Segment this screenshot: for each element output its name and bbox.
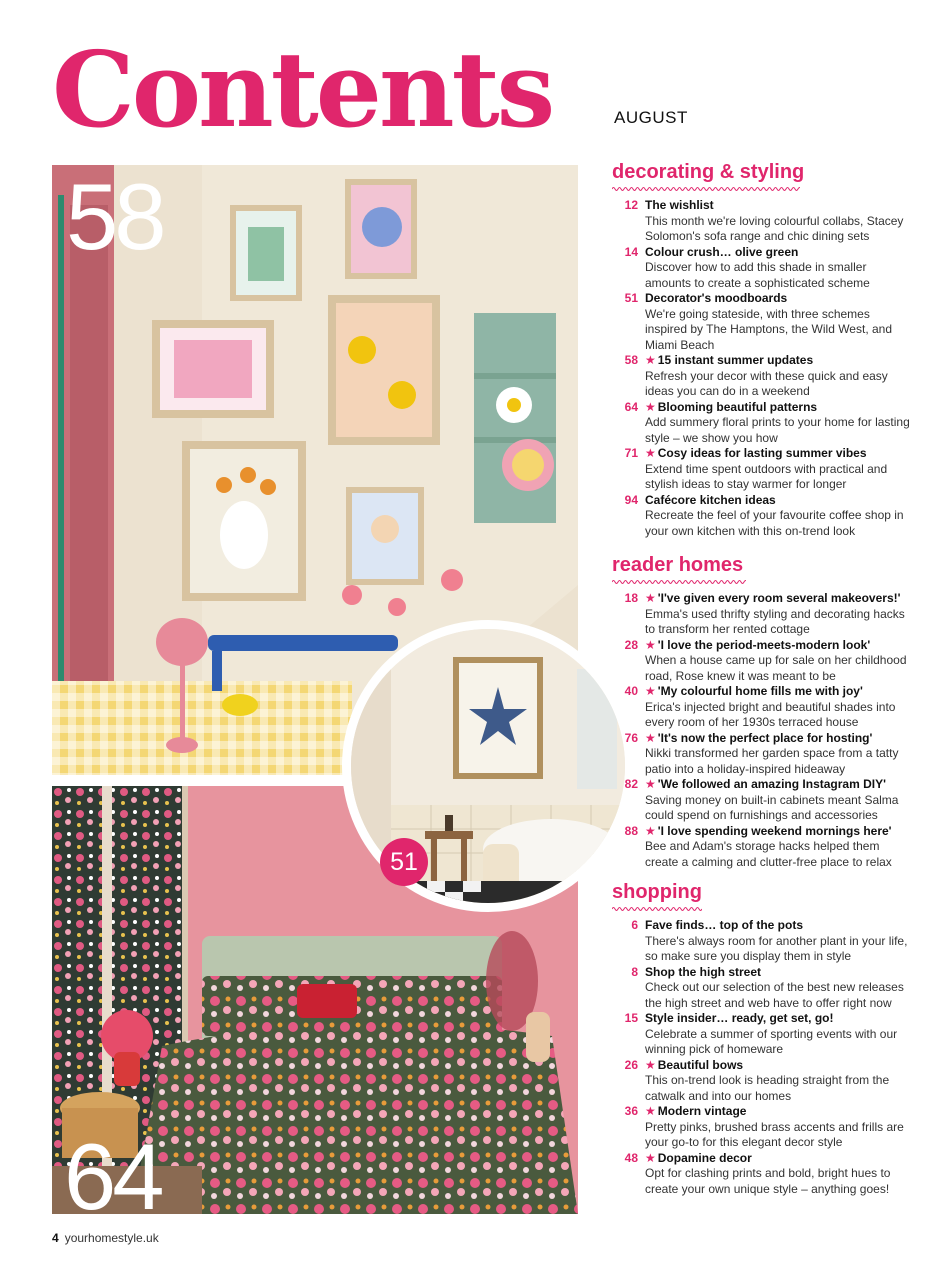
- toc-entry[interactable]: [612, 1104, 912, 1151]
- toc-entry-description: Erica's injected bright and beautiful shades into every room of her 1930s terraced house: [645, 699, 896, 729]
- toc-entry-page: 58: [624, 353, 638, 367]
- toc-entry-description: Add summery floral prints to your home for lasting style – we show you how: [645, 415, 910, 445]
- star-icon: ★: [645, 1104, 656, 1118]
- toc-entry-description: Extend time spent outdoors with practical and stylish ideas to stay warmer for longer: [645, 461, 888, 491]
- toc-entry-page: 6: [631, 918, 638, 932]
- toc-entry-title: 'I've given every room several makeovers!': [657, 591, 901, 605]
- star-icon: ★: [645, 637, 656, 652]
- toc-entry-page: 18: [624, 591, 638, 605]
- toc-entry-title: 'My colourful home fills me with joy': [657, 684, 863, 698]
- toc-entry-title: Decorator's moodboards: [645, 291, 788, 305]
- toc-entry-page: 8: [631, 964, 638, 979]
- toc-entry[interactable]: [612, 291, 912, 353]
- star-icon: ★: [645, 399, 656, 414]
- toc-entry-title: 'It's now the perfect place for hosting': [657, 730, 873, 745]
- toc-entry-description: Recreate the feel of your favourite coffee shop in your own kitchen with this on-trend look: [645, 508, 904, 538]
- toc-entry-page: 28: [624, 637, 638, 652]
- toc-entry[interactable]: [612, 638, 912, 685]
- toc-entry[interactable]: [612, 493, 912, 540]
- toc-entry-description: This month we're loving colourful collabs, Stacey Solomon's sofa range and chic dining sets: [645, 213, 904, 243]
- toc-entry[interactable]: [612, 918, 912, 965]
- star-icon: ★: [645, 353, 656, 367]
- toc-entry-description: Nikki transformed her garden space from a tatty patio into a holiday-inspired hideaway: [645, 746, 899, 776]
- wavy-underline: [612, 579, 746, 585]
- toc-entry[interactable]: [612, 777, 912, 824]
- section-reader-homes: [612, 553, 912, 870]
- issue-month: AUGUST: [614, 108, 688, 127]
- star-icon: ★: [645, 446, 656, 460]
- photo-page-number-bottom: 64: [64, 1124, 161, 1229]
- toc-entry-description: Refresh your decor with these quick and easy ideas you can do in a weekend: [645, 368, 888, 398]
- toc-entry-description: Saving money on built-in cabinets meant Salma could spend on furnishings and accessories: [645, 792, 899, 822]
- section-heading: shopping: [612, 881, 702, 903]
- toc-entry[interactable]: [612, 824, 912, 871]
- section-heading: decorating & styling: [612, 161, 805, 183]
- toc-entry-title: Beautiful bows: [657, 1057, 744, 1072]
- toc-entry-page: 36: [624, 1104, 638, 1118]
- wavy-underline: [612, 906, 702, 912]
- toc-entry-description: Discover how to add this shade in smaller amounts to create a sophisticated scheme: [645, 260, 870, 290]
- toc-entry-page: 14: [624, 244, 638, 259]
- toc-entry[interactable]: [612, 965, 912, 1012]
- toc-entry-description: Check out our selection of the best new releases the high street and web have to offer right now: [645, 980, 904, 1010]
- toc-entry-description: Emma's used thrifty styling and decorating hacks to transform her rented cottage: [645, 606, 905, 636]
- toc-entry-page: 48: [624, 1150, 638, 1165]
- star-icon: ★: [645, 591, 656, 605]
- toc-entry-description: There's always room for another plant in your life, so make sure you display them in style: [645, 933, 908, 963]
- toc-entry-description: This on-trend look is heading straight from the catwalk and into our homes: [645, 1073, 890, 1103]
- toc-entry[interactable]: [612, 731, 912, 778]
- toc-entry[interactable]: [612, 245, 912, 292]
- toc-entry[interactable]: [612, 1058, 912, 1105]
- star-icon: ★: [645, 777, 656, 791]
- page-title: Contents: [52, 28, 553, 151]
- footer-page-number: 4: [52, 1231, 59, 1245]
- section-heading: reader homes: [612, 554, 744, 576]
- toc-entry-title: Colour crush… olive green: [645, 244, 799, 259]
- star-icon: ★: [645, 1057, 656, 1072]
- section-decorating-styling: [612, 160, 912, 539]
- photo-page-number-badge: 51: [380, 838, 428, 886]
- toc-entry-title: Fave finds… top of the pots: [645, 918, 803, 932]
- star-icon: ★: [645, 823, 656, 838]
- toc-entry-page: 40: [624, 684, 638, 698]
- photo-page-number-top: 58: [66, 164, 163, 269]
- toc-entry[interactable]: [612, 198, 912, 245]
- toc-entry-description: Bee and Adam's storage hacks helped them create a calming and clutter-free place to relax: [645, 839, 892, 869]
- toc-entry[interactable]: [612, 1151, 912, 1198]
- toc-entry-page: 88: [624, 823, 638, 838]
- section-shopping: [612, 880, 912, 1197]
- toc-entry-description: When a house came up for sale on her childhood road, Rose knew it was meant to be: [645, 653, 907, 683]
- toc-entry-page: 26: [624, 1057, 638, 1072]
- wavy-underline: [612, 186, 800, 192]
- toc-entry[interactable]: [612, 446, 912, 493]
- toc-entry-title: Blooming beautiful patterns: [657, 399, 818, 414]
- star-icon: ★: [645, 730, 656, 745]
- toc-entry-page: 12: [624, 198, 638, 212]
- toc-entry-title: 15 instant summer updates: [657, 353, 814, 367]
- page-footer: [52, 1231, 159, 1245]
- toc-entry-title: Modern vintage: [657, 1104, 747, 1118]
- toc-entry-title: The wishlist: [645, 198, 714, 212]
- toc-entry-page: 71: [624, 446, 638, 460]
- toc-entry[interactable]: [612, 1011, 912, 1058]
- toc-entry[interactable]: [612, 400, 912, 447]
- toc-entry[interactable]: [612, 591, 912, 638]
- toc-entry-page: 82: [624, 777, 638, 791]
- toc-entry-title: Cafécore kitchen ideas: [645, 492, 776, 507]
- toc-entry-description: Celebrate a summer of sporting events with our winning pick of homeware: [645, 1026, 898, 1056]
- toc-entry-description: Opt for clashing prints and bold, bright hues to create your own unique style – anything goes!: [645, 1166, 891, 1196]
- toc-entry-title: 'We followed an amazing Instagram DIY': [657, 777, 886, 791]
- toc-entry-title: 'I love the period-meets-modern look': [657, 637, 871, 652]
- toc-entry-page: 51: [624, 291, 638, 305]
- toc-entry-page: 76: [624, 730, 638, 745]
- toc-entry-page: 15: [624, 1011, 638, 1025]
- toc-entry-title: Shop the high street: [645, 964, 762, 979]
- star-icon: ★: [645, 684, 656, 698]
- toc-entry-title: Style insider… ready, get set, go!: [645, 1011, 834, 1025]
- star-icon: ★: [645, 1150, 656, 1165]
- toc-entry-title: 'I love spending weekend mornings here': [657, 823, 892, 838]
- toc-entry-description: We're going stateside, with three schemes inspired by The Hamptons, the Wild West, and Miami Beach: [645, 306, 893, 352]
- toc-entry-page: 94: [624, 492, 638, 507]
- toc-entry-title: Dopamine decor: [657, 1150, 752, 1165]
- toc-entry-page: 64: [624, 399, 638, 414]
- toc-entry-title: Cosy ideas for lasting summer vibes: [657, 446, 867, 460]
- toc-entry[interactable]: [612, 684, 912, 731]
- footer-site[interactable]: yourhomestyle.uk: [64, 1231, 159, 1245]
- toc-entry[interactable]: [612, 353, 912, 400]
- toc-entry-description: Pretty pinks, brushed brass accents and frills are your go-to for this elegant decor style: [645, 1119, 904, 1149]
